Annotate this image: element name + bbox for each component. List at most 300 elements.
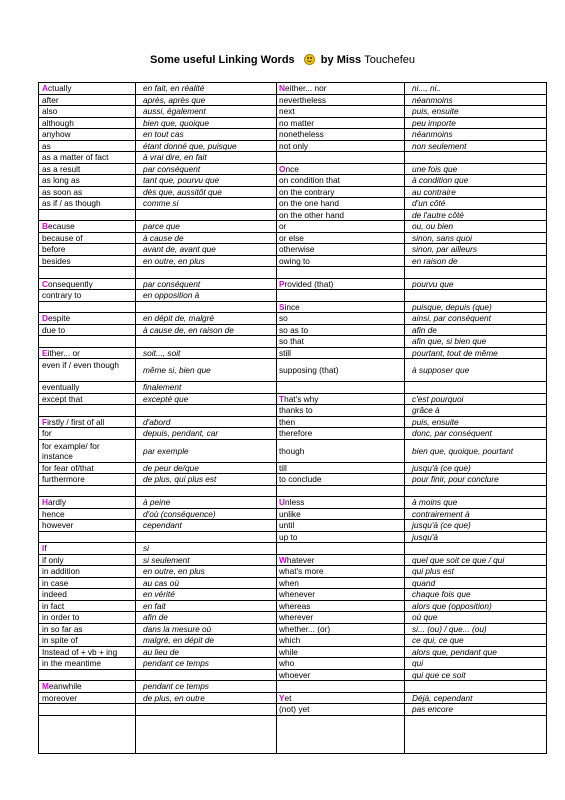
english-term: until bbox=[279, 520, 295, 530]
french-translation: en vérité bbox=[143, 589, 175, 599]
table-row bbox=[276, 589, 547, 601]
french-translation: où que bbox=[412, 612, 438, 622]
english-term: as if / as though bbox=[42, 198, 101, 208]
table-row bbox=[276, 509, 547, 521]
table-row bbox=[276, 382, 547, 394]
table-row bbox=[39, 509, 276, 521]
french-translation: contrairement à bbox=[412, 508, 470, 519]
english-term: on the one hand bbox=[279, 198, 339, 208]
initial-letter: U bbox=[279, 497, 285, 507]
initial-letter: A bbox=[42, 83, 48, 93]
table-row bbox=[276, 267, 547, 279]
english-term: also bbox=[42, 106, 58, 116]
author-name: Touchefeu bbox=[364, 54, 415, 66]
english-term: as long as bbox=[42, 175, 80, 185]
table-row bbox=[276, 486, 547, 498]
table-row bbox=[276, 313, 547, 325]
french-translation: pour finir, pour conclure bbox=[412, 474, 499, 484]
english-term: what's more bbox=[279, 566, 324, 576]
table-row bbox=[39, 612, 276, 624]
right-column bbox=[276, 83, 547, 716]
french-translation: tant que, pourvu que bbox=[143, 175, 220, 185]
table-row bbox=[39, 532, 276, 544]
french-translation: en outre, en plus bbox=[143, 255, 205, 266]
english-term: so bbox=[279, 313, 288, 323]
french-translation: en raison de bbox=[412, 255, 458, 266]
french-translation: puis, ensuite bbox=[412, 106, 459, 116]
french-translation: puis, ensuite bbox=[412, 416, 459, 427]
french-translation: afin que, si bien que bbox=[412, 336, 487, 346]
english-term: wherever bbox=[279, 612, 314, 622]
english-term: Whatever bbox=[279, 554, 315, 565]
french-translation: après, après que bbox=[143, 94, 206, 105]
table-row bbox=[39, 382, 276, 394]
initial-letter: C bbox=[42, 278, 48, 289]
french-translation: à vrai dire, en fait bbox=[143, 152, 207, 162]
table-row bbox=[276, 394, 547, 406]
english-term: anyhow bbox=[42, 129, 71, 139]
french-translation: afin de bbox=[143, 612, 168, 622]
french-translation: chaque fois que bbox=[412, 589, 471, 599]
english-term: for fear of/that bbox=[42, 462, 94, 473]
table-row bbox=[39, 405, 276, 417]
french-translation: ou, ou bien bbox=[412, 221, 454, 231]
french-translation: excepté que bbox=[143, 393, 189, 404]
document-title bbox=[0, 54, 565, 66]
table-row bbox=[39, 693, 276, 705]
french-translation: pendant ce temps bbox=[143, 681, 209, 691]
table-row bbox=[276, 302, 547, 314]
table-row bbox=[39, 267, 276, 279]
table-row bbox=[276, 497, 547, 509]
table-row bbox=[276, 624, 547, 636]
table-row bbox=[39, 83, 276, 95]
english-term: Consequently bbox=[42, 278, 93, 289]
english-term: as bbox=[42, 140, 51, 151]
table-row bbox=[276, 164, 547, 176]
table-row bbox=[39, 589, 276, 601]
french-translation: dès que, aussitôt que bbox=[143, 186, 222, 197]
english-term: whoever bbox=[279, 669, 311, 680]
english-term: when bbox=[279, 577, 299, 588]
english-term: contrary to bbox=[42, 290, 82, 300]
english-term: so that bbox=[279, 336, 304, 346]
english-term: Actually bbox=[42, 83, 72, 93]
initial-letter: Y bbox=[279, 692, 285, 703]
table-row bbox=[276, 440, 547, 463]
french-translation: afin de bbox=[412, 324, 437, 335]
french-translation: néanmoins bbox=[412, 129, 453, 139]
table-row bbox=[276, 601, 547, 613]
french-translation: quel que soit ce que / qui bbox=[412, 554, 505, 565]
table-row bbox=[39, 394, 276, 406]
table-row bbox=[276, 658, 547, 670]
english-term: otherwise bbox=[279, 244, 315, 254]
french-translation: en tout cas bbox=[143, 129, 184, 139]
french-translation: à supposer que bbox=[412, 365, 470, 375]
table-row bbox=[39, 233, 276, 245]
french-translation: par exemple bbox=[143, 445, 189, 456]
table-row bbox=[276, 417, 547, 429]
french-translation: de l'autre côté bbox=[412, 209, 464, 220]
english-term: or else bbox=[279, 232, 304, 243]
english-term: even if / even though bbox=[42, 360, 120, 370]
french-translation: au cas où bbox=[143, 577, 179, 588]
table-row bbox=[39, 463, 276, 475]
english-term: besides bbox=[42, 255, 71, 266]
table-row bbox=[39, 118, 276, 130]
french-translation: par conséquent bbox=[143, 163, 201, 174]
french-translation: qui que ce soit bbox=[412, 669, 466, 680]
english-term: Provided (that) bbox=[279, 278, 334, 289]
english-term: still bbox=[279, 347, 291, 358]
english-term: Instead of + vb + ing bbox=[42, 646, 118, 657]
table-row bbox=[276, 428, 547, 440]
table-row bbox=[276, 532, 547, 544]
table-row bbox=[39, 175, 276, 187]
english-term: nevertheless bbox=[279, 94, 327, 105]
english-term: on the other hand bbox=[279, 209, 345, 220]
french-translation: en opposition à bbox=[143, 290, 200, 300]
french-translation: à peine bbox=[143, 497, 171, 507]
french-translation: à condition que bbox=[412, 175, 469, 185]
english-term: after bbox=[42, 94, 59, 105]
table-row bbox=[276, 152, 547, 164]
linking-words-table bbox=[38, 82, 547, 754]
table-row bbox=[39, 302, 276, 314]
english-term: hence bbox=[42, 508, 65, 519]
table-row bbox=[276, 83, 547, 95]
french-translation: sinon, sans quoi bbox=[412, 232, 472, 243]
table-row bbox=[39, 543, 276, 555]
english-term: next bbox=[279, 106, 295, 116]
english-term: Because bbox=[42, 221, 75, 231]
french-translation: en dépit de, malgré bbox=[143, 313, 215, 323]
english-term: in addition bbox=[42, 566, 80, 576]
french-translation: de plus, en outre bbox=[143, 692, 205, 703]
french-translation: d'un côté bbox=[412, 198, 446, 208]
french-translation: si bbox=[143, 543, 149, 553]
table-row bbox=[276, 543, 547, 555]
table-row bbox=[39, 221, 276, 233]
english-term: Since bbox=[279, 301, 300, 312]
table-row bbox=[39, 417, 276, 429]
english-term: in spite of bbox=[42, 635, 78, 645]
french-translation: qui plus est bbox=[412, 566, 454, 576]
english-term: to conclude bbox=[279, 474, 322, 484]
french-translation: peu importe bbox=[412, 117, 456, 128]
table-row bbox=[276, 244, 547, 256]
table-row bbox=[39, 256, 276, 268]
table-row bbox=[276, 106, 547, 118]
english-term: as a result bbox=[42, 163, 81, 174]
initial-letter: P bbox=[279, 278, 285, 289]
table-row bbox=[276, 256, 547, 268]
table-row bbox=[276, 175, 547, 187]
table-row bbox=[39, 704, 276, 716]
english-term: if only bbox=[42, 554, 64, 565]
english-term: in case bbox=[42, 577, 69, 588]
french-translation: néanmoins bbox=[412, 94, 453, 105]
french-translation: Déjà, cependant bbox=[412, 692, 473, 703]
english-term: Despite bbox=[42, 313, 71, 323]
english-term: supposing (that) bbox=[279, 365, 339, 375]
table-row bbox=[276, 187, 547, 199]
french-translation: dans la mesure où bbox=[143, 623, 212, 634]
english-term: (not) yet bbox=[279, 704, 310, 714]
initial-letter: S bbox=[279, 301, 285, 312]
english-term: however bbox=[42, 520, 74, 530]
table-row bbox=[39, 187, 276, 199]
table-row bbox=[39, 152, 276, 164]
table-row bbox=[276, 129, 547, 141]
french-translation: en fait bbox=[143, 600, 166, 611]
french-translation: depuis, pendant, car bbox=[143, 428, 219, 438]
table-row bbox=[276, 635, 547, 647]
table-row bbox=[39, 348, 276, 360]
french-translation: d'où (conséquence) bbox=[143, 508, 216, 519]
french-translation: finalement bbox=[143, 382, 182, 392]
french-translation: comme si bbox=[143, 198, 179, 208]
table-row bbox=[39, 601, 276, 613]
initial-letter: T bbox=[279, 393, 285, 404]
english-term: Firstly / first of all bbox=[42, 416, 105, 427]
english-term: although bbox=[42, 117, 74, 128]
english-term: due to bbox=[42, 324, 66, 335]
initial-letter: I bbox=[42, 543, 45, 553]
french-translation: c'est pourquoi bbox=[412, 393, 464, 404]
table-row bbox=[39, 428, 276, 440]
table-row bbox=[276, 474, 547, 486]
french-translation: étant donné que, puisque bbox=[143, 140, 237, 151]
french-translation: à cause de, en raison de bbox=[143, 324, 234, 335]
table-row bbox=[276, 290, 547, 302]
english-term: Meanwhile bbox=[42, 681, 82, 691]
table-row bbox=[276, 95, 547, 107]
table-row bbox=[276, 693, 547, 705]
english-term: which bbox=[279, 635, 301, 645]
french-translation: soit..., soit bbox=[143, 347, 181, 358]
english-term: Yet bbox=[279, 692, 292, 703]
table-row bbox=[276, 118, 547, 130]
english-term: as soon as bbox=[42, 186, 83, 197]
initial-letter: E bbox=[42, 347, 48, 358]
french-translation: pourvu que bbox=[412, 278, 454, 289]
english-term: for example/ for instance bbox=[42, 440, 100, 461]
french-translation: donc, par conséquent bbox=[412, 428, 492, 438]
table-row bbox=[276, 198, 547, 210]
english-term: therefore bbox=[279, 428, 313, 438]
french-translation: jusqu'à (ce que) bbox=[412, 462, 471, 473]
english-term: no matter bbox=[279, 117, 315, 128]
table-row bbox=[39, 164, 276, 176]
table-row bbox=[276, 210, 547, 222]
initial-letter: F bbox=[42, 416, 48, 427]
table-row bbox=[276, 348, 547, 360]
french-translation: jusqu'à (ce que) bbox=[412, 520, 471, 530]
english-term: then bbox=[279, 416, 296, 427]
french-translation: à cause de bbox=[143, 232, 184, 243]
title-text: Some useful Linking Words bbox=[150, 54, 295, 66]
english-term: unlike bbox=[279, 508, 301, 519]
english-term: in fact bbox=[42, 600, 65, 611]
table-row bbox=[39, 290, 276, 302]
french-translation: au contraire bbox=[412, 186, 456, 197]
english-term: because of bbox=[42, 232, 83, 243]
french-translation: sinon, par ailleurs bbox=[412, 244, 478, 254]
english-term: Once bbox=[279, 163, 299, 174]
french-translation: parce que bbox=[143, 221, 180, 231]
english-term: in order to bbox=[42, 612, 80, 622]
french-translation: si seulement bbox=[143, 554, 190, 565]
table-row bbox=[39, 670, 276, 682]
french-translation: si... (ou) / que... (ou) bbox=[412, 623, 487, 634]
table-row bbox=[276, 704, 547, 716]
french-translation: d'abord bbox=[143, 416, 171, 427]
english-term: not only bbox=[279, 140, 309, 151]
table-row bbox=[39, 279, 276, 291]
french-translation: au lieu de bbox=[143, 646, 179, 657]
french-translation: alors que (opposition) bbox=[412, 600, 492, 611]
french-translation: non seulement bbox=[412, 140, 467, 151]
table-row bbox=[276, 141, 547, 153]
table-row bbox=[276, 463, 547, 475]
table-row bbox=[39, 497, 276, 509]
french-translation: bien que, quoique, pourtant bbox=[412, 445, 514, 456]
english-term: eventually bbox=[42, 382, 80, 392]
table-row bbox=[276, 279, 547, 291]
table-row bbox=[39, 566, 276, 578]
french-translation: avant de, avant que bbox=[143, 244, 216, 254]
initial-letter: N bbox=[279, 83, 285, 93]
english-term: Hardly bbox=[42, 497, 66, 507]
table-row bbox=[276, 566, 547, 578]
english-term: furthermore bbox=[42, 474, 85, 484]
french-translation: à moins que bbox=[412, 497, 458, 507]
english-term: whether... (or) bbox=[279, 623, 331, 634]
table-row bbox=[39, 624, 276, 636]
table-row bbox=[276, 405, 547, 417]
table-row bbox=[276, 647, 547, 659]
french-translation: une fois que bbox=[412, 163, 458, 174]
english-term: or bbox=[279, 221, 287, 231]
table-row bbox=[39, 244, 276, 256]
english-term: indeed bbox=[42, 589, 67, 599]
english-term: except that bbox=[42, 393, 83, 404]
french-translation: grâce à bbox=[412, 405, 440, 415]
table-row bbox=[39, 681, 276, 693]
french-translation: ainsi, par conséquent bbox=[412, 313, 491, 323]
french-translation: puisque, depuis (que) bbox=[412, 301, 492, 312]
english-term: Neither... nor bbox=[279, 83, 327, 93]
english-term: so as to bbox=[279, 324, 309, 335]
english-term: owing to bbox=[279, 255, 310, 266]
initial-letter: M bbox=[42, 681, 49, 691]
table-row bbox=[276, 520, 547, 532]
french-translation: ni..., ni.. bbox=[412, 83, 442, 93]
table-row bbox=[39, 95, 276, 107]
french-translation: bien que, quoique bbox=[143, 117, 209, 128]
english-term: as a matter of fact bbox=[42, 152, 109, 162]
table-row bbox=[276, 578, 547, 590]
french-translation: malgré, en dépit de bbox=[143, 635, 215, 645]
english-term: Unless bbox=[279, 497, 305, 507]
french-translation: alors que, pendant que bbox=[412, 646, 497, 657]
initial-letter: D bbox=[42, 313, 48, 323]
english-term: on condition that bbox=[279, 175, 340, 185]
table-row bbox=[276, 336, 547, 348]
french-translation: cependant bbox=[143, 520, 182, 530]
english-term: whenever bbox=[279, 589, 315, 599]
english-term: till bbox=[279, 462, 287, 473]
french-translation: même si, bien que bbox=[143, 365, 211, 375]
table-row bbox=[39, 106, 276, 118]
table-row bbox=[276, 681, 547, 693]
french-translation: en fait, en réalité bbox=[143, 83, 205, 93]
french-translation: pas encore bbox=[412, 704, 454, 714]
english-term: moreover bbox=[42, 692, 78, 703]
table-row bbox=[39, 578, 276, 590]
french-translation: quand bbox=[412, 577, 436, 588]
english-term: though bbox=[279, 445, 305, 456]
french-translation: pendant ce temps bbox=[143, 658, 209, 668]
english-term: for bbox=[42, 428, 52, 438]
table-row bbox=[39, 325, 276, 337]
table-row bbox=[39, 658, 276, 670]
english-term: nonetheless bbox=[279, 129, 324, 139]
table-row bbox=[39, 210, 276, 222]
initial-letter: W bbox=[279, 554, 287, 565]
initial-letter: H bbox=[42, 497, 48, 507]
english-term: in the meantime bbox=[42, 658, 102, 668]
title-by: by Miss bbox=[320, 54, 362, 66]
english-term: That's why bbox=[279, 393, 319, 404]
table-row bbox=[39, 647, 276, 659]
table-row bbox=[276, 325, 547, 337]
english-term: who bbox=[279, 658, 295, 668]
table-row bbox=[276, 359, 547, 382]
french-translation: de plus, qui plus est bbox=[143, 474, 217, 484]
table-row bbox=[39, 555, 276, 567]
table-row bbox=[276, 612, 547, 624]
table-row bbox=[39, 313, 276, 325]
table-row bbox=[39, 141, 276, 153]
table-row bbox=[39, 440, 276, 463]
table-row bbox=[39, 359, 276, 382]
table-row bbox=[276, 221, 547, 233]
left-column bbox=[39, 83, 276, 716]
table-row bbox=[276, 233, 547, 245]
table-row bbox=[39, 129, 276, 141]
table-row bbox=[39, 336, 276, 348]
table-row bbox=[39, 635, 276, 647]
table-row bbox=[276, 555, 547, 567]
initial-letter: O bbox=[279, 163, 286, 174]
french-translation: de peur de/que bbox=[143, 462, 199, 473]
english-term: in so far as bbox=[42, 623, 83, 634]
french-translation: par conséquent bbox=[143, 278, 201, 289]
table-row bbox=[276, 670, 547, 682]
english-term: whereas bbox=[279, 600, 311, 611]
table-row bbox=[39, 486, 276, 498]
table-row bbox=[39, 520, 276, 532]
english-term: while bbox=[279, 646, 298, 657]
english-term: thanks to bbox=[279, 405, 313, 415]
table-row bbox=[39, 474, 276, 486]
french-translation: ce qui, ce que bbox=[412, 635, 464, 645]
french-translation: en outre, en plus bbox=[143, 566, 205, 576]
smiley-icon bbox=[304, 54, 315, 65]
